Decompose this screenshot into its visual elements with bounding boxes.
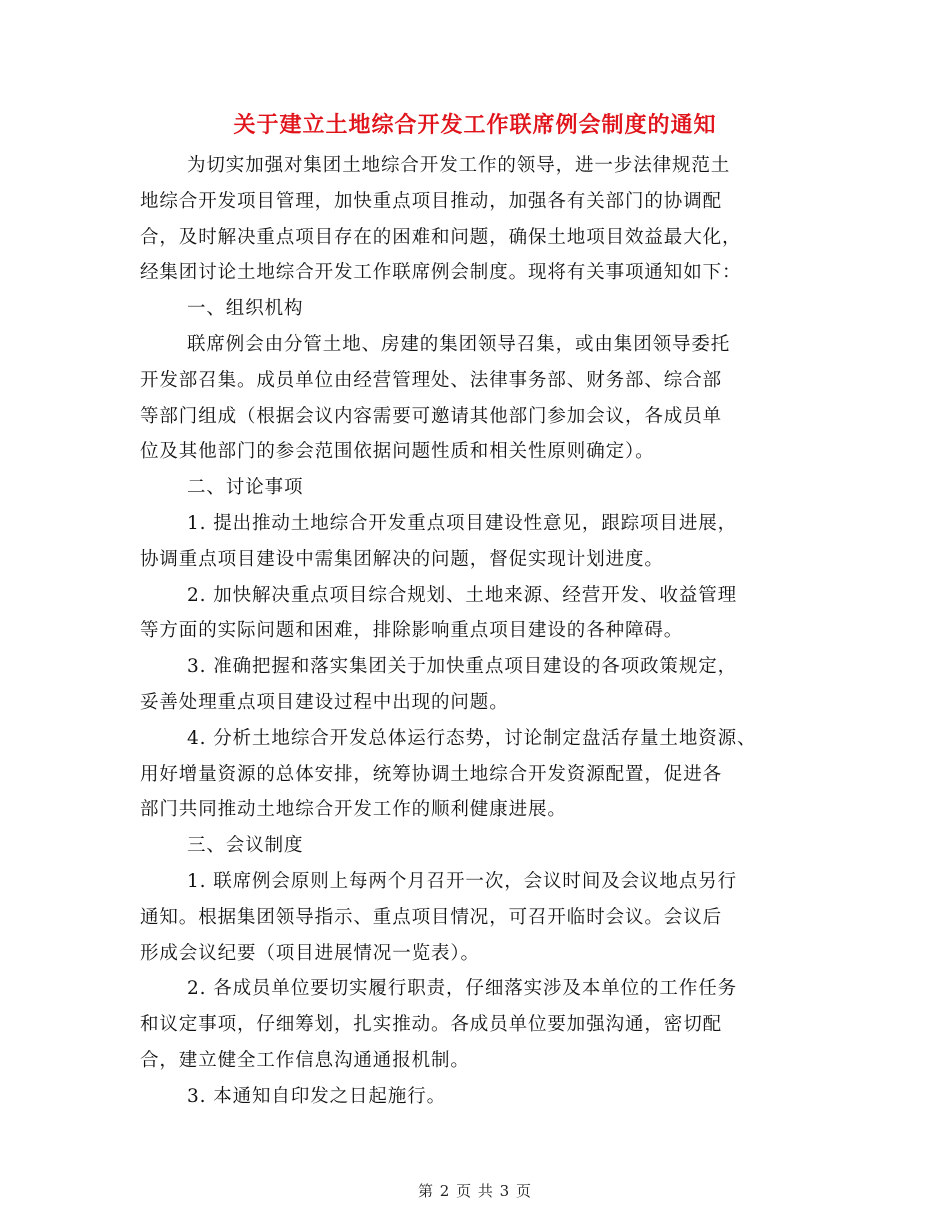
text-line: 等方面的实际问题和困难，排除影响重点项目建设的各种障碍。	[140, 620, 684, 642]
text-line: 和议定事项，仔细筹划，扎实推动。各成员单位要加强沟通，密切配	[140, 1014, 723, 1036]
text-line: 为切实加强对集团土地综合开发工作的领导，进一步法律规范土	[187, 155, 731, 176]
text-line: 经集团讨论土地综合开发工作联席例会制度。现将有关事项通知如下：	[140, 262, 742, 284]
text-line: 位及其他部门的参会范围依据问题性质和相关性原则确定）。	[140, 441, 655, 463]
text-line: 三、会议制度	[187, 835, 304, 857]
document-body	[140, 148, 810, 1115]
text-line: 一、组织机构	[187, 298, 304, 320]
page-number: 第 2 页 共 3 页	[418, 1182, 532, 1200]
text-line: 合，建立健全工作信息沟通通报机制。	[140, 1049, 470, 1071]
text-line: 协调重点项目建设中需集团解决的问题，督促实现计划进度。	[140, 548, 664, 570]
text-line: 3. 本通知自印发之日起施行。	[187, 1085, 447, 1107]
text-line: 通知。根据集团领导指示、重点项目情况，可召开临时会议。会议后	[140, 906, 723, 928]
text-line: 3. 准确把握和落实集团关于加快重点项目建设的各项政策规定，	[187, 656, 738, 678]
text-line: 合，及时解决重点项目存在的困难和问题，确保土地项目效益最大化，	[140, 226, 742, 248]
text-line: 等部门组成（根据会议内容需要可邀请其他部门参加会议，各成员单	[140, 405, 723, 427]
text-line: 开发部召集。成员单位由经营管理处、法律事务部、财务部、综合部	[140, 369, 723, 391]
text-line: 1. 提出推动土地综合开发重点项目建设性意见，跟踪项目进展，	[187, 512, 738, 534]
text-line: 联席例会由分管土地、房建的集团领导召集，或由集团领导委托	[187, 333, 731, 355]
text-line: 部门共同推动土地综合开发工作的顺利健康进展。	[140, 799, 567, 821]
text-line: 地综合开发项目管理，加快重点项目推动，加强各有关部门的协调配	[140, 190, 723, 212]
text-line: 二、讨论事项	[187, 477, 304, 499]
text-line: 2. 各成员单位要切实履行职责，仔细落实涉及本单位的工作任务	[187, 978, 738, 1000]
document-title: 关于建立土地综合开发工作联席例会制度的通知	[233, 112, 717, 138]
text-line: 1. 联席例会原则上每两个月召开一次，会议时间及会议地点另行	[187, 870, 738, 892]
text-line: 2. 加快解决重点项目综合规划、土地来源、经营开发、收益管理	[187, 584, 738, 606]
text-line: 用好增量资源的总体安排，统筹协调土地综合开发资源配置，促进各	[140, 763, 723, 785]
text-line: 妥善处理重点项目建设过程中出现的问题。	[140, 691, 509, 713]
text-line: 4. 分析土地综合开发总体运行态势，讨论制定盘活存量土地资源、	[187, 727, 757, 749]
text-line: 形成会议纪要（项目进展情况一览表）。	[140, 942, 480, 964]
